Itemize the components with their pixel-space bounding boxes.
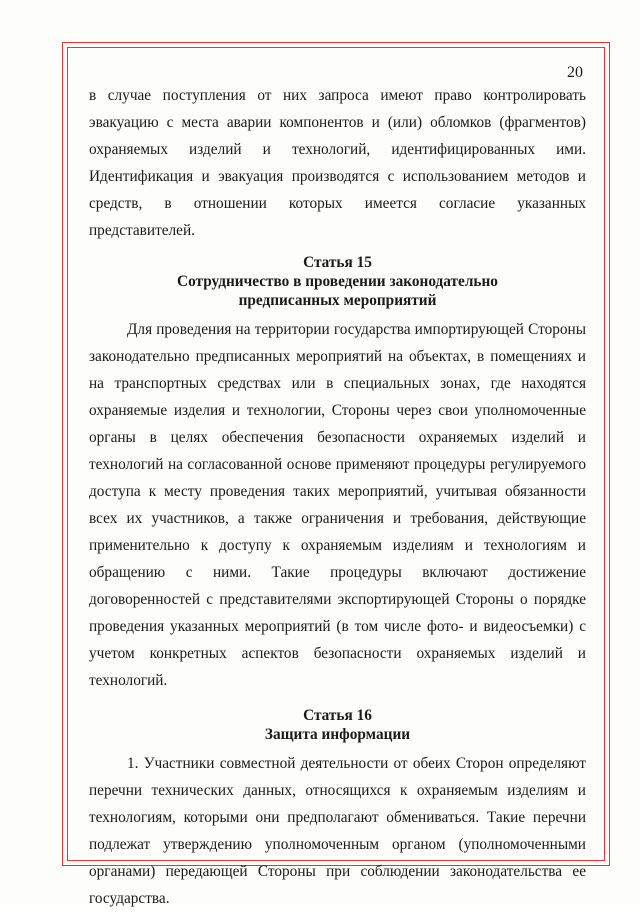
article-16-heading <box>89 706 586 744</box>
article-15-heading <box>89 253 586 310</box>
intro-paragraph: в случае поступления от них запроса имеют право контролировать эвакуацию с места аварии компонентов и (или) обломков (фрагментов) охраняемых изделий и технологий, идентифицированных ими. Идентификация и эвакуация производятся с использованием методов и средств, в отношении которых имеется согласие указанных представителей. <box>89 87 586 239</box>
article-15-title-line1: Сотрудничество в проведении законодательно <box>177 273 498 290</box>
article-15-title-line2: предписанных мероприятий <box>238 292 437 309</box>
article-16-number: Статья 16 <box>303 707 372 724</box>
article-16-title: Защита информации <box>264 726 411 743</box>
document-body <box>89 82 586 912</box>
article-15-number: Статья 15 <box>303 254 372 271</box>
article-15-paragraph: Для проведения на территории государства импортирующей Стороны законодательно предписанных мероприятий на объектах, в помещениях и на транспортных средствах или в специальных зонах, где находятся охраняемые изделия и технологии, Стороны через свои уполномоченные органы в целях обеспечения безопасности охраняемых изделий и технологий на согласованной основе применяют процедуры регулируемого доступа к месту проведения таких мероприятий, учитывая обязанности всех их участников, а также ограничения и требования, действующие применительно к доступу к охраняемым изделиям и технологиям и обращению с ними. Такие процедуры включают достижение договоренностей с представителями экспортирующей Стороны о порядке проведения указанных мероприятий (в том числе фото- и видеосъемки) с учетом конкретных аспектов безопасности охраняемых изделий и технологий. <box>89 321 586 689</box>
page-number: 20 <box>567 64 583 81</box>
article-16-paragraph: 1. Участники совместной деятельности от обеих Сторон определяют перечни технических данных, относящихся к охраняемым изделиям и технологиям, которыми они предполагают обмениваться. Такие перечни подлежат утверждению уполномоченным органом (уполномоченными органами) передающей Стороны при соблюдении законодательства ее государства. <box>89 755 586 907</box>
